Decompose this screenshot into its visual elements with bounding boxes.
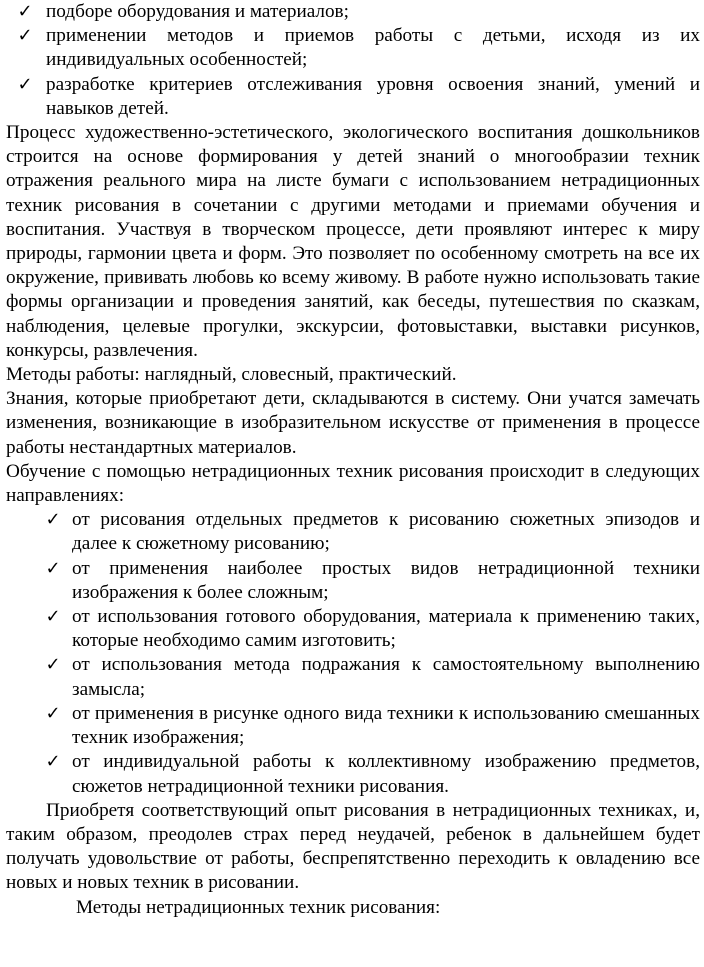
list-item bbox=[6, 508, 700, 556]
checkmark-icon: ✓ bbox=[17, 73, 33, 95]
checkmark-icon: ✓ bbox=[45, 654, 61, 676]
list-item-text: применении методов и приемов работы с детьми, исходя из их индивидуальных особенностей; bbox=[46, 25, 700, 71]
checkmark-icon: ✓ bbox=[17, 25, 33, 47]
checkmark-icon: ✓ bbox=[17, 1, 33, 22]
list-item bbox=[6, 605, 700, 653]
list-item-text: от использования метода подражания к самостоятельному выполнению замысла; bbox=[72, 654, 700, 700]
list-item-text: от применения наиболее простых видов нетрадиционной техники изображения к более сложным; bbox=[72, 557, 700, 603]
paragraph-directions-intro: Обучение с помощью нетрадиционных техник рисования происходит в следующих направлениях: bbox=[6, 460, 700, 507]
paragraph-experience: Приобретя соответствующий опыт рисования в нетрадиционных техниках, и, таким образом, преодолев страх перед неудачей, ребенок в дальнейшем будет получать удовольствие от работы, беспрепятственно переходить к овладению все новых и новых техник в рисовании. bbox=[6, 799, 700, 894]
list-item bbox=[6, 0, 700, 24]
list-item bbox=[6, 750, 700, 798]
list-item-text: подборе оборудования и материалов; bbox=[46, 1, 349, 22]
list-item bbox=[6, 73, 700, 121]
checkmark-icon: ✓ bbox=[45, 509, 61, 531]
list-item bbox=[6, 653, 700, 701]
checklist-approaches bbox=[6, 0, 700, 121]
list-item bbox=[6, 24, 700, 72]
paragraph-process: Процесс художественно-эстетического, экологического воспитания дошкольников строится на основе формирования у детей знаний о многообразии техник отражения реального мира на листе бумаги с использованием нетрадиционных техник рисования в сочетании с другими методами и приемами обучения и воспитания. Участвуя в творческом процессе, дети проявляют интерес к миру природы, гармонии цвета и форм. Это позволяет по особенному смотреть на все их окружение, прививать любовь ко всему живому. В работе нужно использовать такие формы организации и проведения занятий, как беседы, путешествия по сказкам, наблюдения, целевые прогулки, экскурсии, фотовыставки, выставки рисунков, конкурсы, развлечения. bbox=[6, 122, 700, 361]
list-item-text: от рисования отдельных предметов к рисованию сюжетных эпизодов и далее к сюжетному рисованию; bbox=[72, 509, 700, 555]
paragraph-knowledge: Знания, которые приобретают дети, складываются в систему. Они учатся замечать изменения, возникающие в изобразительном искусстве от применения в процессе работы нестандартных материалов. bbox=[6, 388, 700, 458]
list-item-text: от использования готового оборудования, материала к применению таких, которые необходимо самим изготовить; bbox=[72, 606, 700, 652]
checkmark-icon: ✓ bbox=[45, 606, 61, 628]
checklist-directions bbox=[6, 508, 700, 798]
paragraph-methods: Методы работы: наглядный, словесный, практический. bbox=[6, 364, 457, 386]
checkmark-icon: ✓ bbox=[45, 702, 61, 724]
list-item bbox=[6, 702, 700, 750]
list-item-text: разработке критериев отслеживания уровня освоения знаний, умений и навыков детей. bbox=[46, 73, 700, 119]
list-item-text: от индивидуальной работы к коллективному изображению предметов, сюжетов нетрадиционной техники рисования. bbox=[72, 751, 700, 797]
checkmark-icon: ✓ bbox=[45, 751, 61, 773]
list-item-text: от применения в рисунке одного вида техники к использованию смешанных техник изображения; bbox=[72, 702, 700, 749]
checkmark-icon: ✓ bbox=[45, 557, 61, 579]
list-item bbox=[6, 557, 700, 605]
paragraph-techniques-heading: Методы нетрадиционных техник рисования: bbox=[76, 896, 441, 918]
